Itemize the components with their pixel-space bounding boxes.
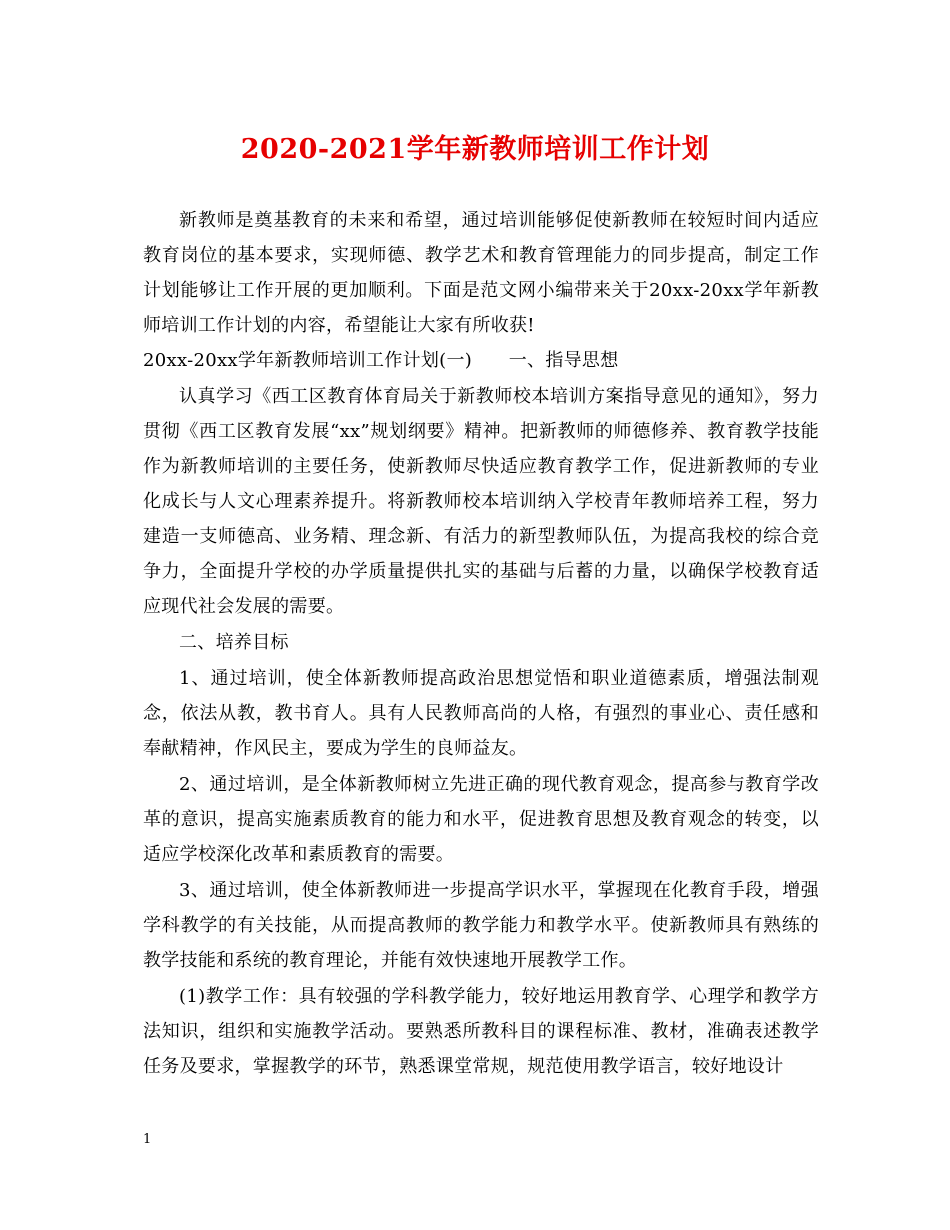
document-body [143,203,819,1084]
goal-paragraph-1: 1、通过培训，使全体新教师提高政治思想觉悟和职业道德素质，增强法制观念，依法从教，教书育人。具有人民教师高尚的人格，有强烈的事业心、责任感和奉献精神，作风民主，要成为学生的良师益友。 [143,668,819,759]
section-heading-guiding-thought: 20xx-20xx学年新教师培训工作计划(一) 一、指导思想 [143,350,619,371]
section-heading-training-goals: 二、培养目标 [179,632,289,653]
goal-paragraph-2: 2、通过培训，是全体新教师树立先进正确的现代教育观念，提高参与教育学改革的意识，提高实施素质教育的能力和水平，促进教育思想及教育观念的转变，以适应学校深化改革和素质教育的需要。 [143,774,819,865]
teaching-work-paragraph: (1)教学工作：具有较强的学科教学能力，较好地运用教育学、心理学和教学方法知识，组织和实施教学活动。要熟悉所教科目的课程标准、教材，准确表述教学任务及要求，掌握教学的环节，熟悉课堂常规，规范使用教学语言，较好地设计 [143,986,819,1077]
intro-paragraph: 新教师是奠基教育的未来和希望，通过培训能够促使新教师在较短时间内适应教育岗位的基本要求，实现师德、教学艺术和教育管理能力的同步提高，制定工作计划能够让工作开展的更加顺利。下面是范文网小编带来关于20xx-20xx学年新教师培训工作计划的内容，希望能让大家有所收获! [143,210,819,336]
page-number: 1 [143,1132,152,1147]
guiding-thought-paragraph: 认真学习《西工区教育体育局关于新教师校本培训方案指导意见的通知》，努力贯彻《西工区教育发展“xx”规划纲要》精神。把新教师的师德修养、教育教学技能作为新教师培训的主要任务，使新教师尽快适应教育教学工作，促进新教师的专业化成长与人文心理素养提升。将新教师校本培训纳入学校青年教师培养工程，努力建造一支师德高、业务精、理念新、有活力的新型教师队伍，为提高我校的综合竞争力，全面提升学校的办学质量提供扎实的基础与后蓄的力量，以确保学校教育适应现代社会发展的需要。 [143,386,819,617]
goal-paragraph-3: 3、通过培训，使全体新教师进一步提高学识水平，掌握现在化教育手段，增强学科教学的有关技能，从而提高教师的教学能力和教学水平。使新教师具有熟练的教学技能和系统的教育理论，并能有效快速地开展教学工作。 [143,880,819,971]
document-title: 2020-2021学年新教师培训工作计划 [240,134,710,165]
